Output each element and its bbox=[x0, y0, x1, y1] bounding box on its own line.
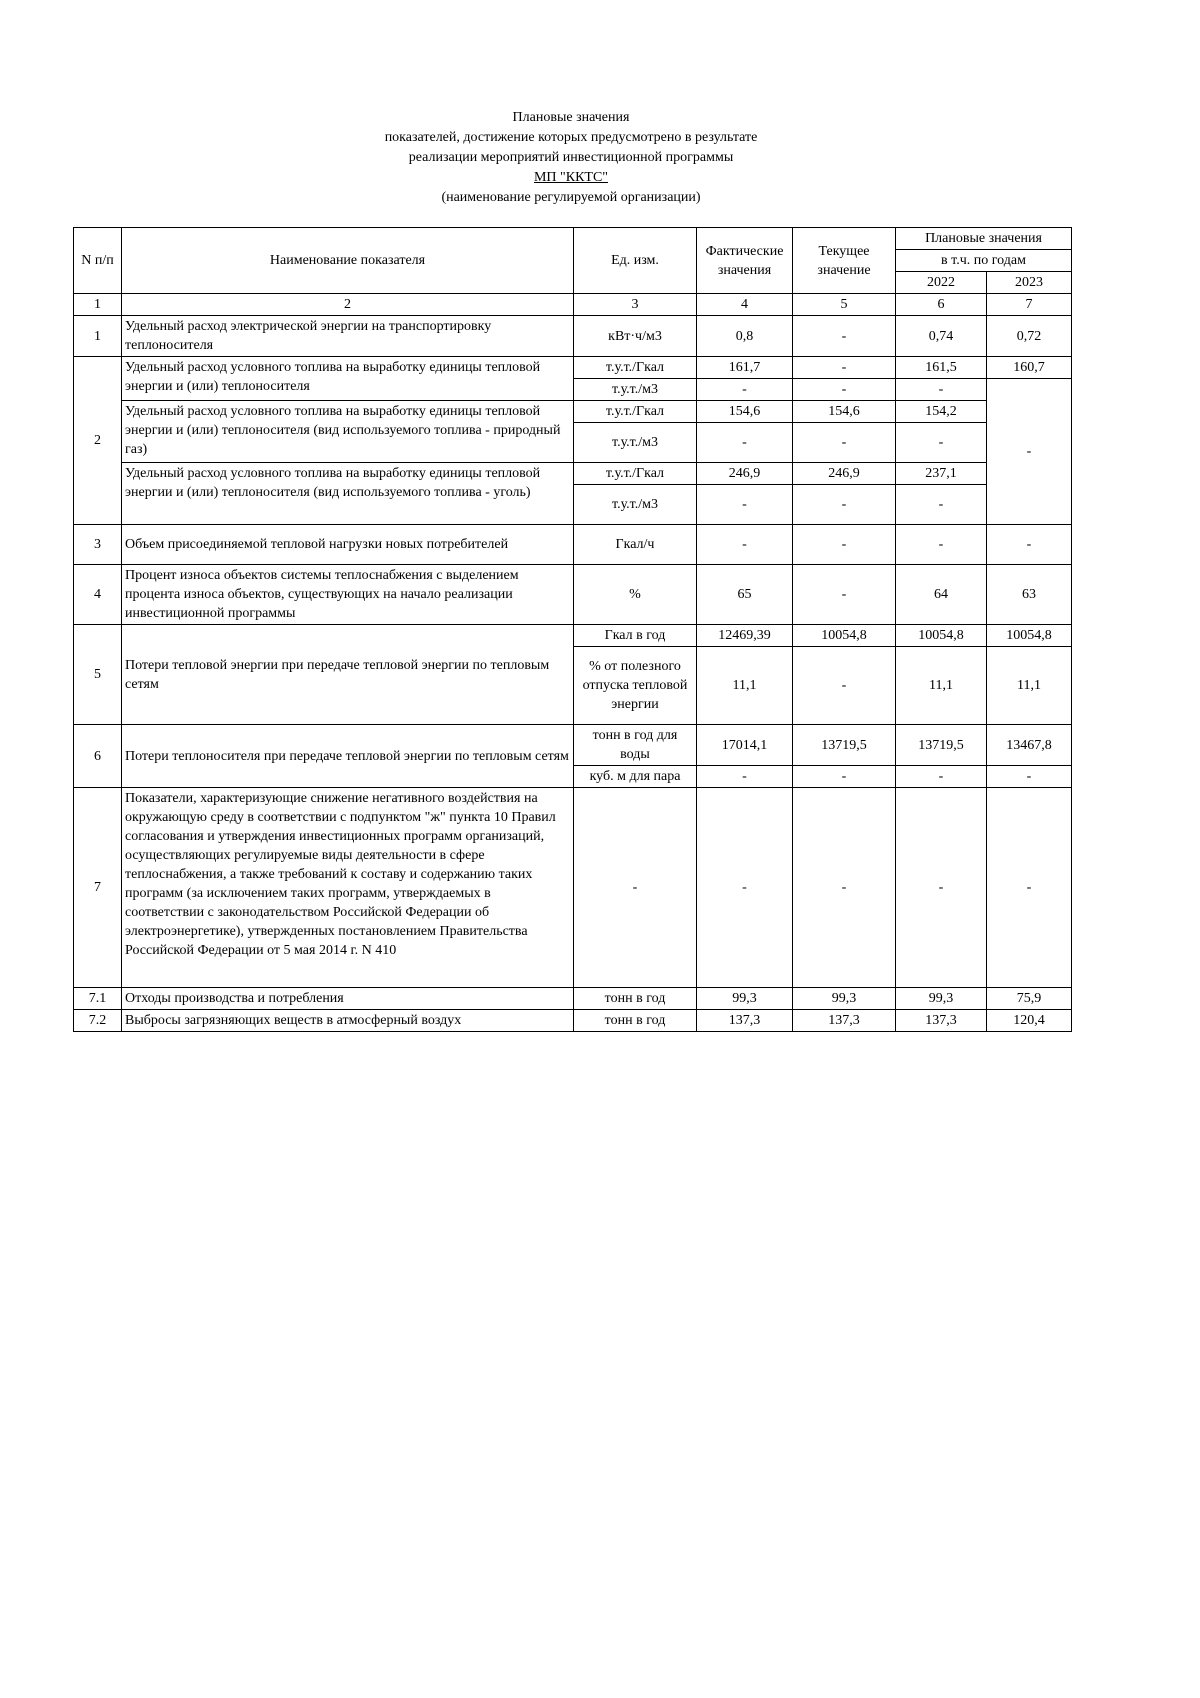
row-y2023: 120,4 bbox=[987, 1010, 1072, 1032]
colnum: 4 bbox=[697, 294, 793, 316]
row-y2023: 0,72 bbox=[987, 316, 1072, 357]
head-year-2023: 2023 bbox=[987, 272, 1072, 294]
row-actual: 12469,39 bbox=[697, 625, 793, 647]
row-num: 7 bbox=[74, 788, 122, 988]
row-name: Показатели, характеризующие снижение негативного воздействия на окружающую среду в соответствии с подпунктом "ж" пункта 10 Правил согласования и утверждения инвестиционных программ организаций, осуществляющих регулируемые виды деятельности в сфере теплоснабжения, а также требований к составу и содержанию таких программ (за исключением таких программ, утверждаемых в соответствии с законодательством Российской Федерации об электроэнергетике), утвержденных постановлением Правительства Российской Федерации от 5 мая 2014 г. N 410 bbox=[122, 788, 574, 988]
row-y2022: - bbox=[896, 788, 987, 988]
row-current: 10054,8 bbox=[793, 625, 896, 647]
row-unit: тонн в год bbox=[574, 1010, 697, 1032]
organization-caption: (наименование регулируемой организации) bbox=[441, 190, 701, 205]
row-name: Удельный расход условного топлива на выработку единицы тепловой энергии и (или) теплоносителя (вид используемого топлива - уголь) bbox=[122, 463, 574, 525]
row-unit: т.у.т./м3 bbox=[574, 485, 697, 525]
row-unit: тонн в год для воды bbox=[574, 725, 697, 766]
row-current: - bbox=[793, 525, 896, 565]
head-unit: Ед. изм. bbox=[574, 228, 697, 294]
row-actual: 137,3 bbox=[697, 1010, 793, 1032]
head-num: N п/п bbox=[74, 228, 122, 294]
row-y2023: 11,1 bbox=[987, 647, 1072, 725]
row-num: 6 bbox=[74, 725, 122, 788]
row-current: - bbox=[793, 316, 896, 357]
row-name: Удельный расход электрической энергии на транспортировку теплоносителя bbox=[122, 316, 574, 357]
row-current: - bbox=[793, 423, 896, 463]
row-y2022: 99,3 bbox=[896, 988, 987, 1010]
row-y2022: 154,2 bbox=[896, 401, 987, 423]
table-row bbox=[74, 725, 1072, 766]
row-actual: - bbox=[697, 525, 793, 565]
row-y2022: 11,1 bbox=[896, 647, 987, 725]
row-unit: т.у.т./Гкал bbox=[574, 357, 697, 379]
row-y2022: 10054,8 bbox=[896, 625, 987, 647]
row-actual: 65 bbox=[697, 565, 793, 625]
row-name: Объем присоединяемой тепловой нагрузки новых потребителей bbox=[122, 525, 574, 565]
row-num: 3 bbox=[74, 525, 122, 565]
row-actual: - bbox=[697, 379, 793, 401]
header-line-2: показателей, достижение которых предусмотрено в результате bbox=[384, 130, 758, 145]
row-name: Отходы производства и потребления bbox=[122, 988, 574, 1010]
head-plan: Плановые значения bbox=[896, 228, 1072, 250]
row-current: - bbox=[793, 357, 896, 379]
row-y2023: - bbox=[987, 525, 1072, 565]
row-y2023: 63 bbox=[987, 565, 1072, 625]
row-current: 137,3 bbox=[793, 1010, 896, 1032]
row-y2022: - bbox=[896, 423, 987, 463]
row-y2022: - bbox=[896, 379, 987, 401]
row-unit: Гкал/ч bbox=[574, 525, 697, 565]
row-current: 154,6 bbox=[793, 401, 896, 423]
row-actual: - bbox=[697, 766, 793, 788]
colnum: 7 bbox=[987, 294, 1072, 316]
row-y2022: - bbox=[896, 485, 987, 525]
table-row bbox=[74, 625, 1072, 647]
head-current: Текущее значение bbox=[793, 228, 896, 294]
row-num: 2 bbox=[74, 357, 122, 525]
row-current: 99,3 bbox=[793, 988, 896, 1010]
row-actual: 161,7 bbox=[697, 357, 793, 379]
table-row bbox=[74, 788, 1072, 988]
row-y2023: - bbox=[987, 788, 1072, 988]
colnum: 1 bbox=[74, 294, 122, 316]
table-row bbox=[74, 357, 1072, 379]
colnum: 5 bbox=[793, 294, 896, 316]
row-y2022: 64 bbox=[896, 565, 987, 625]
row-y2022: 137,3 bbox=[896, 1010, 987, 1032]
table-row bbox=[74, 525, 1072, 565]
row-num: 5 bbox=[74, 625, 122, 725]
colnum: 2 bbox=[122, 294, 574, 316]
row-current: - bbox=[793, 647, 896, 725]
organization-name-text: МП "ККТС" bbox=[533, 170, 609, 185]
document-header bbox=[0, 108, 1142, 208]
head-by-years: в т.ч. по годам bbox=[896, 250, 1072, 272]
column-number-row bbox=[74, 294, 1072, 316]
row-unit: Гкал в год bbox=[574, 625, 697, 647]
header-line-3: реализации мероприятий инвестиционной программы bbox=[408, 150, 734, 165]
row-unit: т.у.т./Гкал bbox=[574, 401, 697, 423]
row-unit: куб. м для пара bbox=[574, 766, 697, 788]
row-name: Процент износа объектов системы теплоснабжения с выделением процента износа объектов, существующих на начало реализации инвестиционной программы bbox=[122, 565, 574, 625]
row-current: - bbox=[793, 565, 896, 625]
row-y2022: 237,1 bbox=[896, 463, 987, 485]
row-unit: т.у.т./Гкал bbox=[574, 463, 697, 485]
row-actual: - bbox=[697, 788, 793, 988]
row-actual: 99,3 bbox=[697, 988, 793, 1010]
row-y2023: - bbox=[987, 766, 1072, 788]
table-row bbox=[74, 1010, 1072, 1032]
row-unit: тонн в год bbox=[574, 988, 697, 1010]
row-unit: т.у.т./м3 bbox=[574, 379, 697, 401]
row-actual: 0,8 bbox=[697, 316, 793, 357]
row-actual: 154,6 bbox=[697, 401, 793, 423]
row-current: - bbox=[793, 379, 896, 401]
row-y2023: 160,7 bbox=[987, 357, 1072, 379]
row-name: Удельный расход условного топлива на выработку единицы тепловой энергии и (или) теплоносителя bbox=[122, 357, 574, 401]
table-row bbox=[74, 316, 1072, 357]
organization-name bbox=[0, 168, 1142, 188]
table-row bbox=[74, 565, 1072, 625]
row-unit: % bbox=[574, 565, 697, 625]
row-unit: т.у.т./м3 bbox=[574, 423, 697, 463]
indicators-table bbox=[73, 227, 1072, 1032]
row-current: - bbox=[793, 788, 896, 988]
row-actual: 17014,1 bbox=[697, 725, 793, 766]
row-num: 1 bbox=[74, 316, 122, 357]
row-name: Потери тепловой энергии при передаче тепловой энергии по тепловым сетям bbox=[122, 625, 574, 725]
row-y2022: 161,5 bbox=[896, 357, 987, 379]
row-name: Удельный расход условного топлива на выработку единицы тепловой энергии и (или) теплоносителя (вид используемого топлива - природный газ) bbox=[122, 401, 574, 463]
table-row bbox=[74, 401, 1072, 423]
row-actual: 11,1 bbox=[697, 647, 793, 725]
row-actual: 246,9 bbox=[697, 463, 793, 485]
row-actual: - bbox=[697, 423, 793, 463]
row-y2022: - bbox=[896, 525, 987, 565]
colnum: 6 bbox=[896, 294, 987, 316]
row-unit: % от полезного отпуска тепловой энергии bbox=[574, 647, 697, 725]
row-num: 7.1 bbox=[74, 988, 122, 1010]
table-header-row bbox=[74, 228, 1072, 250]
row-y2022: - bbox=[896, 766, 987, 788]
row-unit: кВт·ч/м3 bbox=[574, 316, 697, 357]
head-name: Наименование показателя bbox=[122, 228, 574, 294]
row-name: Потери теплоносителя при передаче тепловой энергии по тепловым сетям bbox=[122, 725, 574, 788]
row-num: 7.2 bbox=[74, 1010, 122, 1032]
row-current: 13719,5 bbox=[793, 725, 896, 766]
table-row bbox=[74, 463, 1072, 485]
row-y2023: 13467,8 bbox=[987, 725, 1072, 766]
row-y2023: 75,9 bbox=[987, 988, 1072, 1010]
row-y2022: 13719,5 bbox=[896, 725, 987, 766]
row-y2022: 0,74 bbox=[896, 316, 987, 357]
row-current: - bbox=[793, 766, 896, 788]
row-current: 246,9 bbox=[793, 463, 896, 485]
colnum: 3 bbox=[574, 294, 697, 316]
header-line-1: Плановые значения bbox=[512, 110, 630, 125]
row-actual: - bbox=[697, 485, 793, 525]
head-year-2022: 2022 bbox=[896, 272, 987, 294]
row-unit: - bbox=[574, 788, 697, 988]
table-row bbox=[74, 988, 1072, 1010]
row-num: 4 bbox=[74, 565, 122, 625]
row-name: Выбросы загрязняющих веществ в атмосферный воздух bbox=[122, 1010, 574, 1032]
head-actual: Фактические значения bbox=[697, 228, 793, 294]
row-current: - bbox=[793, 485, 896, 525]
row-y2023: 10054,8 bbox=[987, 625, 1072, 647]
row-y2023-merged: - bbox=[987, 379, 1072, 525]
